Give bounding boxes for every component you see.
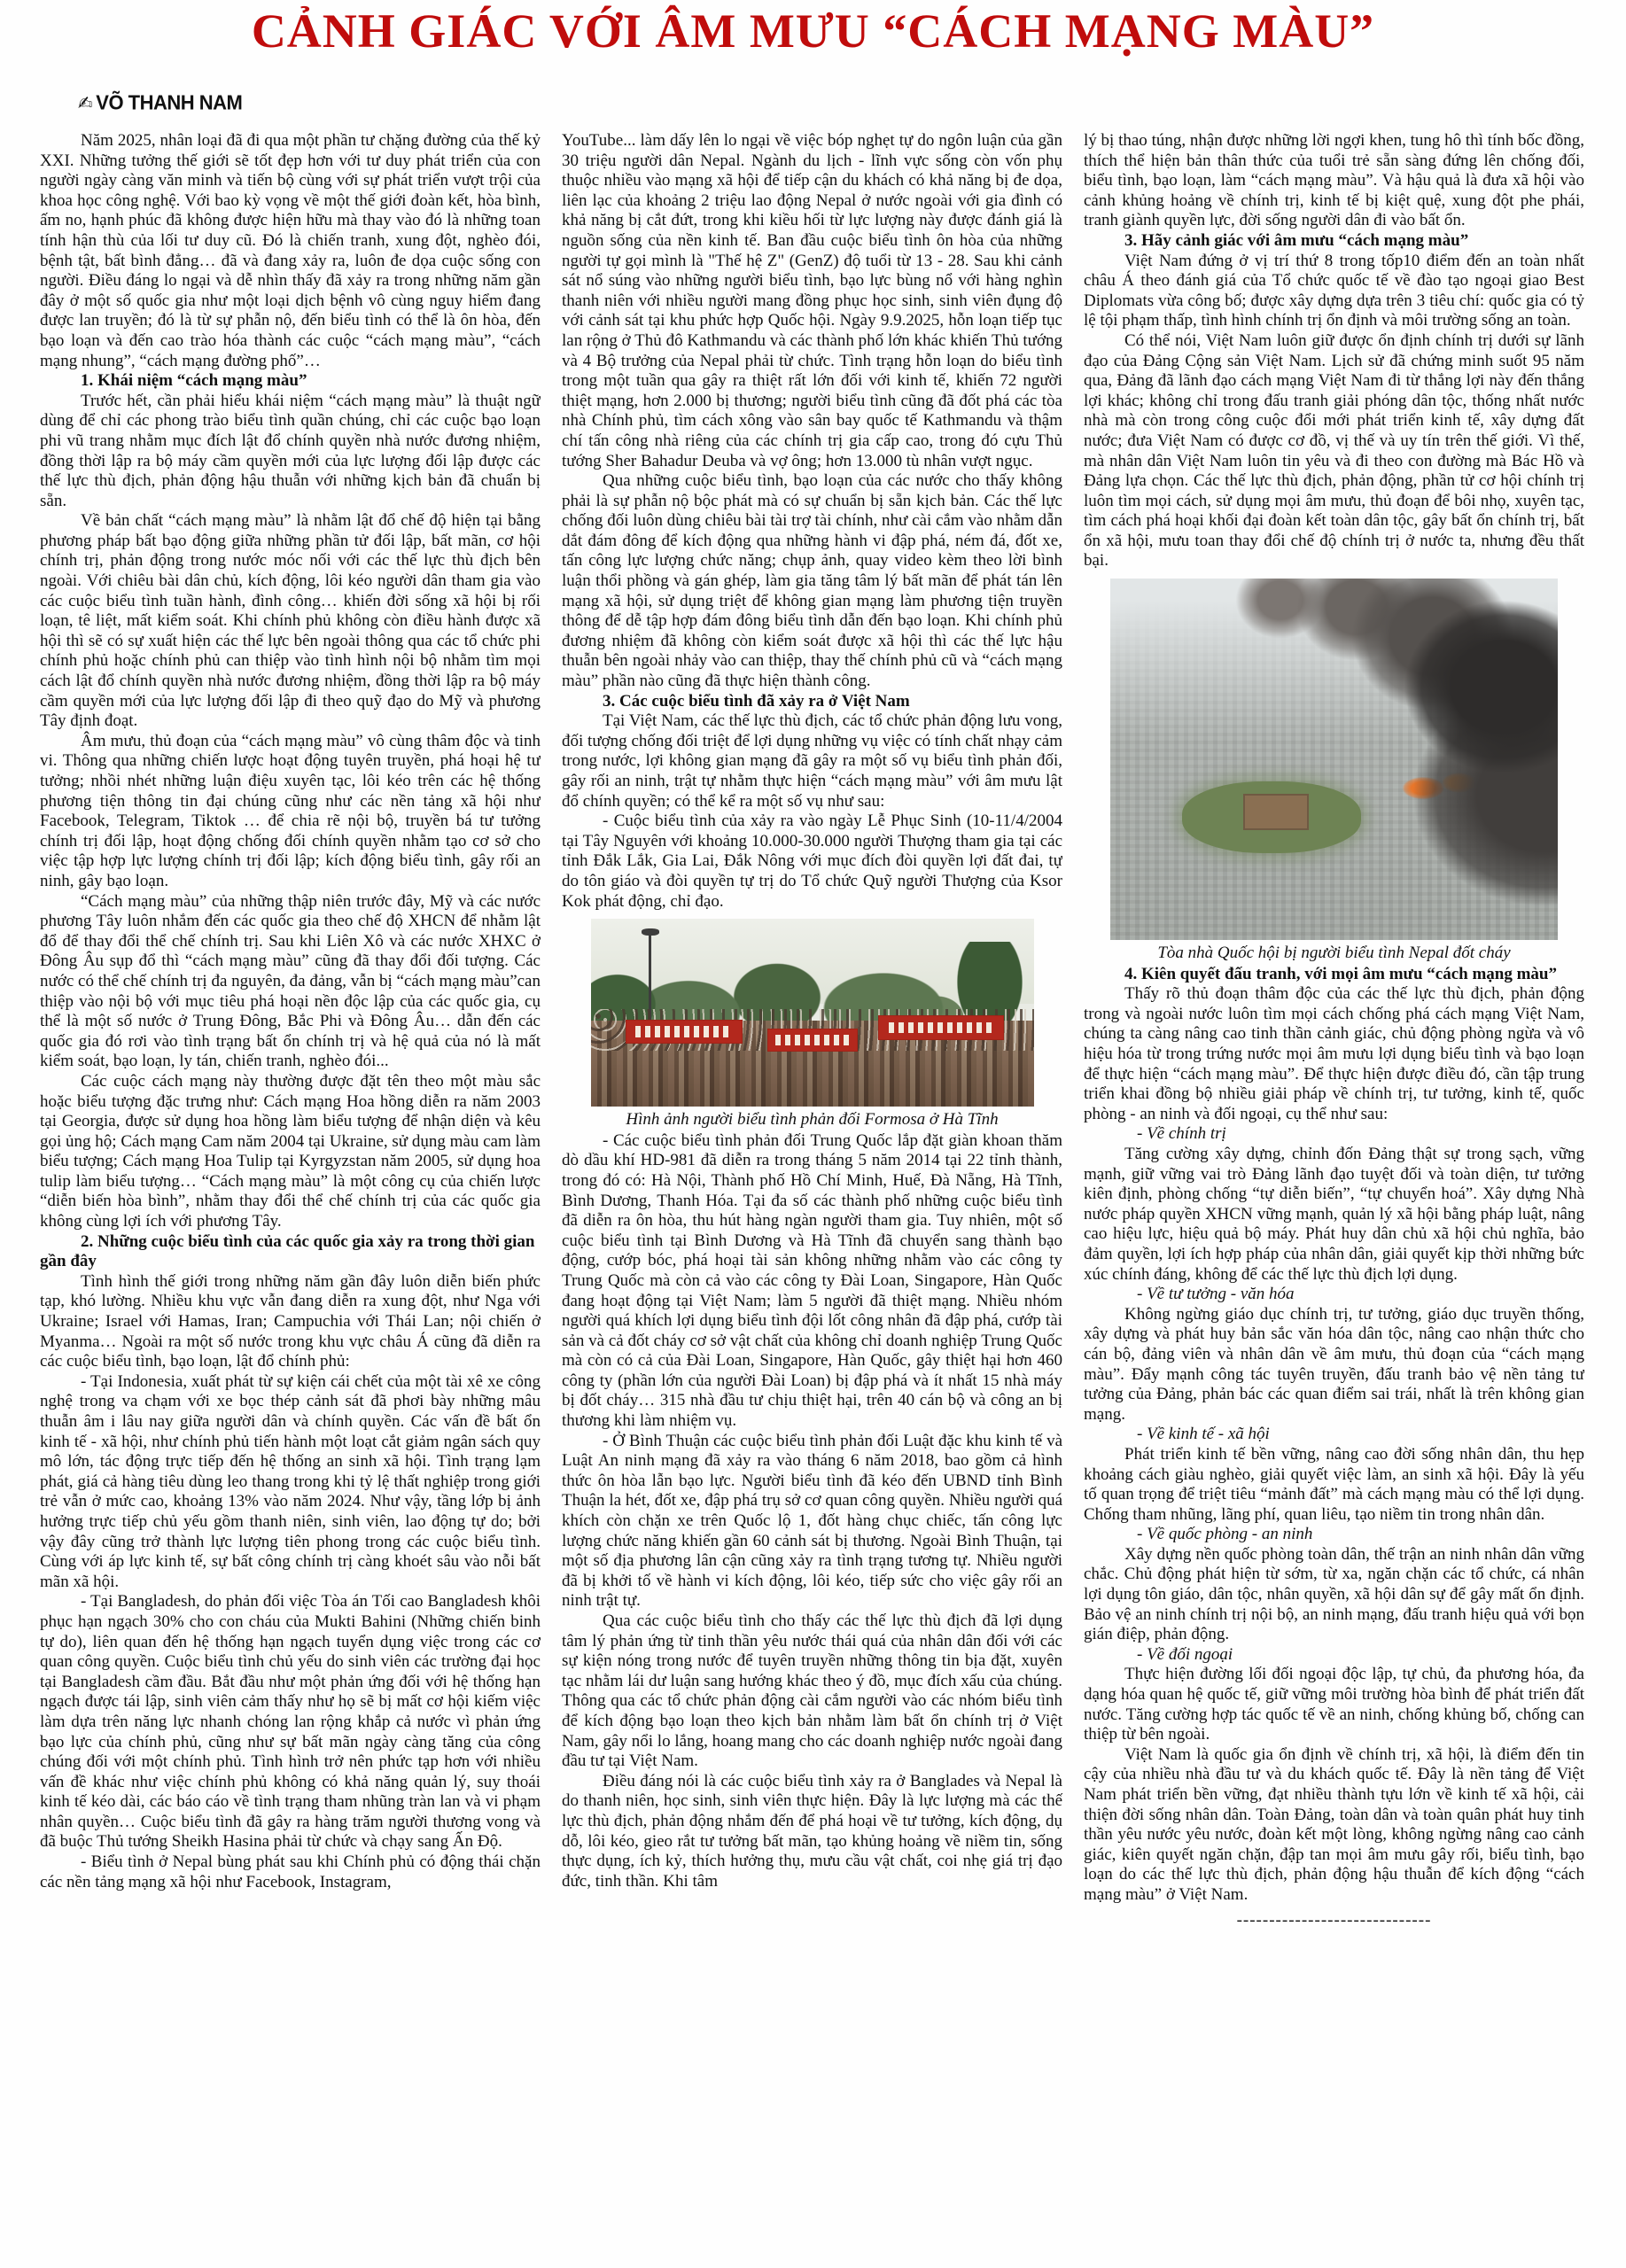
paragraph: Không ngừng giáo dục chính trị, tư tưởng, giáo dục truyền thống, xây dựng và phát huy bản sắc văn hóa dân tộc, nâng cao nhận thức cho cán bộ, đảng viên và nhân dân về âm mưu, thủ đoạn của “cách mạng màu”. Đẩy mạnh công tác tuyên truyền, đấu tranh bảo vệ nền tảng tư tưởng của Đảng, phản bác các quan điểm sai trái, nhất là trên không gian mạng. [1084,1304,1584,1424]
paragraph: Năm 2025, nhân loại đã đi qua một phần tư chặng đường của thế kỷ XXI. Những tưởng thế giới sẽ tốt đẹp hơn với tư duy phát triển của con người ngày càng văn minh và tiến bộ cùng với sự phát triển vượt trội của khoa học công nghệ. Với bao kỳ vọng về một thế giới đoàn kết, hòa bình, ấm no, hạnh phúc đã không được hiện hữu mà thay vào đó là những toan tính hận thù của lối tư duy cũ. Đó là chiến tranh, xung đột, nghèo đói, bệnh tật, bất bình đẳng… đã và đang xảy ra, luôn đe dọa cuộc sống con người. Điều đáng lo ngại và dễ nhìn thấy đã xảy ra trong những năm gần đây ở một số quốc gia như một loại dịch bệnh vô cùng nguy hiểm đang được lan truyền; đó là từ sự phẫn nộ, đến biểu tình có thể là ôn hòa, đến bạo loạn và đến cao trào hóa thành các cuộc “cách mạng màu”, “cách mạng nhung”, “cách mạng đường phố”… [40,131,541,370]
paragraph: Âm mưu, thủ đoạn của “cách mạng màu” vô cùng thâm độc và tinh vi. Thông qua những chiến lược hoạt động tuyên truyền, phá hoại hệ tư tưởng; nhồi nhét những luận điệu xuyên tạc, lôi kéo trên các hệ thống phương tiện thông tin đại chúng cũng như các nền tảng xã hội như Facebook, Telegram, Tiktok … để chia rẽ nội bộ, truyền bá tư tưởng chính trị đối lập, hoạt động chống đối chính quyền nhằm tạo cơ sở cho việc tập hợp lực lượng chính trị đối lập; kích động biểu tình, gây rối an ninh, gây bạo loạn. [40,731,541,890]
paragraph: Tăng cường xây dựng, chỉnh đốn Đảng thật sự trong sạch, vững mạnh, giữ vững vai trò Đảng lãnh đạo tuyệt đối và toàn diện, tư tưởng kiên định, phòng chống “tự diễn biến”, “tự chuyển hoá”. Xây dựng Nhà nước pháp quyền XHCN vững mạnh, quản lý xã hội bằng pháp luật, nâng cao hiệu lực, hiệu quả bộ máy. Phát huy dân chủ xã hội chủ nghĩa, bảo đảm quyền, lợi ích hợp pháp của nhân dân, giải quyết kịp thời những bức xúc chính đáng, không để các thế lực thù địch lợi dụng. [1084,1145,1584,1284]
photo-red-banner [879,1016,1003,1038]
paragraph: Trước hết, cần phải hiểu khái niệm “cách mạng màu” là thuật ngữ dùng để chỉ các phong trào biểu tình quần chúng, chỉ các cuộc bạo loạn phi vũ trang nhằm mục đích lật đổ chính quyền nhà nước đương nhiệm, đồng thời lập ra bộ máy cầm quyền mới của lực lượng đối lập được các thế lực thù địch, phản động hậu thuẫn với những kịch bản đã chuẩn bị sẵn. [40,391,541,510]
photo-caption: Hình ảnh người biểu tình phản đối Formosa ở Hà Tĩnh [626,1110,999,1130]
paragraph: Phát triển kinh tế bền vững, nâng cao đời sống nhân dân, thu hẹp khoảng cách giàu nghèo, giải quyết việc làm, an sinh xã hội. Đây là yếu tố quan trọng để triệt tiêu “mảnh đất” mà cách mạng màu có thể lợi dụng. Chống tham nhũng, lãng phí, quan liêu, tạo niềm tin trong nhân dân. [1084,1444,1584,1524]
section-heading: 3. Hãy cảnh giác với âm mưu “cách mạng màu” [1124,230,1469,250]
photo-smoke-plume [1110,579,1558,940]
paragraph: “Cách mạng màu” của những thập niên trước đây, Mỹ và các nước phương Tây luôn nhắm đến các quốc gia theo chế độ XHCN để nhằm lật đổ để thay đổi thể chế chính trị. Sau khi Liên Xô và các nước XHXC ở Đông Âu sụp đổ thì “cách mạng màu” cũng đã thay đổi đối tượng. Các nước có thể chế chính trị đa nguyên, đa đảng, vẫn bị “cách mạng màu”can thiệp vào nội bộ với mục tiêu phá hoại nền độc lập của các quốc gia, cụ thể là một số nước ở Trung Đông, Bắc Phi và Đông Âu… dẫn đến các quốc gia đó rơi vào tình trạng bất ổn chính trị và hệ quả của nó là mất kiểm soát, bạo loạn, ly tán, chiến tranh, nghèo đói... [40,891,541,1071]
end-separator: ------------------------------ [1236,1910,1432,1930]
section-heading: 3. Các cuộc biểu tình đã xảy ra ở Việt Nam [603,691,910,711]
photo-red-banner [626,1021,742,1043]
subsection-heading: - Về chính trị [1137,1124,1226,1144]
paragraph: - Ở Bình Thuận các cuộc biểu tình phản đối Luật đặc khu kinh tế và Luật An ninh mạng đã xảy ra vào tháng 6 năm 2018, bao gồm cả hình thức ôn hòa lẫn bạo lực. Người biểu tình đã kéo đến UBND tỉnh Bình Thuận la hét, đốt xe, đập phá trụ sở cơ quan công quyền. Nhiều người quá khích còn chặn xe trên Quốc lộ 1, đốt hàng chục chiếc, tấn công lực lượng chức năng khiến gần 60 cảnh sát bị thương. Ngoài Bình Thuận, tại một số địa phương lân cận cũng xảy ra tình trạng tương tự. Nhiều người đã bị khởi tố về hành vi kích động, lôi kéo, tiếp sức cho việc gây rối an ninh trật tự. [562,1431,1062,1611]
paragraph: - Các cuộc biểu tình phản đối Trung Quốc lắp đặt giàn khoan thăm dò dầu khí HD-981 đã diễn ra trong tháng 5 năm 2014 tại 22 tỉnh thành, trong đó có: Hà Nội, Thành phố Hồ Chí Minh, Huế, Đà Nẵng, Hà Tĩnh, Bình Dương, Thanh Hóa. Tại đa số các thành phố những cuộc biểu tình đã diễn ra ôn hòa, thu hút hàng ngàn người tham gia. Tuy nhiên, một số cuộc biểu tình tại Bình Dương và Hà Tĩnh đã chuyển sang thành bạo động, cướp bóc, phá hoại tài sản không những nhằm vào các công ty Trung Quốc mà còn cả vào các công ty Đài Loan, Singapore, Hàn Quốc đang hoạt động tại Việt Nam; làm 5 người đã thiệt mạng. Nhiều nhóm người quá khích lợi dụng biểu tình đội lốt công nhân đã đập phá, cướp tài sản và cả đốt cháy cơ sở vật chất của không chỉ doanh nghiệp Trung Quốc mà còn có cả của Đài Loan, Singapore, Hàn Quốc, gây thiệt hại hơn 460 công ty (phần lớn của người Đài Loan) bị đập phá và ít nhất 15 nhà máy bị đốt cháy… 315 nhà đầu tư chịu thiệt hại, trên 40 cán bộ và công an bị thương khi làm nhiệm vụ. [562,1130,1062,1431]
paragraph: Qua những cuộc biểu tình, bạo loạn của các nước cho thấy không phải là sự phẫn nộ bộc phát mà có sự chuẩn bị sẵn kịch bản. Các thế lực chống đối luôn dùng chiêu bài tài trợ tài chính, như cài cắm vào nhằm dẫn dắt đám đông để kích động qua những hành vi đập phá, ném đá, đốt xe, tấn công lực lượng chức năng; chụp ảnh, quay video kèm theo lời bình luận thổi phồng và gán ghép, làm gia tăng tâm lý bất mãn để phát tán lên mạng xã hội, sử dụng triệt để không gian mạng làm phương tiện truyền thông để dễ tập hợp đám đông biểu tình dẫn đến bạo loạn. Khi chính phủ đương nhiệm đã không còn kiểm soát được xã hội thì các thế lực hậu thuẫn bên ngoài nhảy vào can thiệp, thay thế chính phủ cũ và “cách mạng màu” phần nào cũng đã thực hiện thành công. [562,471,1062,691]
paragraph: Các cuộc cách mạng này thường được đặt tên theo một màu sắc hoặc biểu tượng đặc trưng như: Cách mạng Hoa hồng diễn ra năm 2003 tại Georgia, được sử dụng hoa hồng làm biểu tượng để nhận diện và kêu gọi ủng hộ; Cách mạng Cam năm 2004 tại Ukraine, sử dụng màu cam làm biểu tượng; Cách mạng Hoa Tulip tại Kyrgyzstan năm 2005, sử dụng hoa tulip làm biểu tượng… “Cách mạng màu” là một công cụ của chiến lược “diễn biến hòa bình”, nhằm thay đổi thể chế chính trị của các quốc gia không cùng lợi ích với phương Tây. [40,1071,541,1231]
paragraph: Tình hình thế giới trong những năm gần đây luôn diễn biến phức tạp, khó lường. Nhiều khu vực vẫn đang diễn ra xung đột, như Nga với Ukraine; Israel với Hamas, Iran; Campuchia với Thái Lan; nội chiến ở Myanma… Ngoài ra một số nước trong khu vực châu Á cũng đã diễn ra các cuộc biểu tình, bạo loạn, lật đổ chính phủ: [40,1271,541,1371]
section-heading: 4. Kiên quyết đấu tranh, với mọi âm mưu “cách mạng màu” [1124,964,1557,983]
column-2 [562,131,1062,2250]
paragraph: Điều đáng nói là các cuộc biểu tình xảy ra ở Banglades và Nepal là do thanh niên, học sinh, sinh viên thực hiện. Đây là lực lượng mà các thế lực thù địch, phản động nhắm đến để phá hoại về tư tưởng, kích động, dụ dỗ, lôi kéo, gieo rắt tư tưởng bất mãn, tạo khủng hoảng về niềm tin, sống thực dụng, ích kỷ, thích hưởng thụ, mưu cầu vật chất, coi nhẹ giá trị đạo đức, tinh thần. Khi tâm [562,1771,1062,1891]
paragraph: Tại Việt Nam, các thế lực thù địch, các tổ chức phản động lưu vong, đối tượng chống đối triệt để lợi dụng những vụ việc có tính chất nhạy cảm trong nước, lợi không gian mạng đã gây ra một số vụ biểu tình phản đối, gây rối an ninh, trật tự nhằm thực hiện “cách mạng màu” với âm mưu lật đổ chính quyền; có thể kể ra một số vụ như sau: [562,711,1062,811]
paragraph: - Cuộc biểu tình của xảy ra vào ngày Lễ Phục Sinh (10-11/4/2004 tại Tây Nguyên với khoảng 10.000-30.000 người Thượng tham gia tại các tỉnh Đắk Lắk, Gia Lai, Đắk Nông với mục đích đòi quyền lợi đất đai, tự do tôn giáo và đòi quyền tự trị do Tổ chức Quỹ người Thượng của Ksor Kok phát động, chỉ đạo. [562,812,1062,911]
section-heading: 2. Những cuộc biểu tình của các quốc gia xảy ra trong thời gian gần đây [40,1231,535,1271]
pen-icon: ✍ [78,93,93,114]
paragraph: Việt Nam là quốc gia ổn định về chính trị, xã hội, là điểm đến tin cậy của nhiều nhà đầu tư và du khách quốc tế. Đây là nền tảng để Việt Nam phát triển bền vững, đạt nhiều thành tựu lớn về kinh tế xã hội, cải thiện đời sống nhân dân. Toàn Đảng, toàn dân và toàn quân phát huy tinh thần yêu nước yêu nước, đoàn kết một lòng, không ngừng nâng cao cảnh giác, kiên quyết ngăn chặn, đập tan mọi âm mưu gây rối, biểu tình, bạo loạn do các thế lực thù địch, phản động hậu thuẫn để kích động “cách mạng màu” ở Việt Nam. [1084,1744,1584,1904]
paragraph: Việt Nam đứng ở vị trí thứ 8 trong tốp10 điểm đến an toàn nhất châu Á theo đánh giá của Tổ chức quốc tế về đào tạo ngoại giao Best Diplomats vừa công bố; được xây dựng dựa trên 3 tiêu chí: quốc gia có tỷ lệ tội phạm thấp, tình hình chính trị ổn định và môi trường sống an toàn. [1084,251,1584,330]
section-heading: 1. Khái niệm “cách mạng màu” [81,371,307,391]
column-1 [40,131,541,2250]
subsection-heading: - Về quốc phòng - an ninh [1137,1525,1313,1544]
paragraph: YouTube... làm dấy lên lo ngại về việc bóp nghẹt tự do ngôn luận của gần 30 triệu người dân Nepal. Ngành du lịch - lĩnh vực sống còn vốn phụ thuộc nhiều vào mạng xã hội để tiếp cận du khách có khả năng bị đe dọa, liên lạc của khoảng 2 triệu lao động Nepal ở nước ngoài với gia đình có khả năng bị cắt đứt, trong khi kiều hối từ lực lượng này được đánh giá là nguồn sống của nền kinh tế. Ban đầu cuộc biểu tình ôn hòa của những người tự gọi mình là "Thế hệ Z" (GenZ) độ tuổi từ 13 - 28. Sau khi cảnh sát nổ súng vào những người biểu tình, bạo lực bùng nổ với hàng nghìn thanh niên với nhiều người mang đồng phục học sinh, sinh viên đụng độ với cảnh sát tại khu phức hợp Quốc hội. Ngày 9.9.2025, hỗn loạn tiếp tục lan rộng ở Thủ đô Kathmandu và các thành phố lớn khác khiến Thủ tướng và 4 Bộ trưởng của Nepal phải từ chức. Tình trạng hỗn loạn do biểu tình trong một tuần qua gây ra thiệt rất lớn đối với kinh tế, khiến 72 người thiệt mạng, hơn 2.000 bị thương; người biểu tình cũng đã đốt phá các tòa nhà Chính phủ, tìm cách xông vào sân bay quốc tế Kathmandu và thậm chí tấn công nhà riêng của các chính trị gia cấp cao, trong đó cựu Thủ tướng Sher Bahadur Deuba và vợ ông; hơn 13.000 tù nhân vượt ngục. [562,131,1062,470]
subsection-heading: - Về tư tưởng - văn hóa [1137,1285,1295,1304]
paragraph: Thấy rõ thủ đoạn thâm độc của các thế lực thù địch, phản động trong và ngoài nước luôn tìm mọi cách chống phá cách mạng Việt Nam, chúng ta càng nâng cao tinh thần cảnh giác, chủ động phòng ngừa và vô hiệu hóa từ trong trứng nước mọi âm mưu lợi dụng biểu tình và bạo loạn để thực hiện “cách mạng màu”. Để thực hiện được điều đó, cần tập trung triển khai đồng bộ nhiều giải pháp về chính trị, tư tưởng, kinh tế, quốc phòng - an ninh và đối ngoại, cụ thể như sau: [1084,984,1584,1123]
subsection-heading: - Về kinh tế - xã hội [1137,1425,1270,1444]
paragraph: Thực hiện đường lối đối ngoại độc lập, tự chủ, đa phương hóa, đa dạng hóa quan hệ quốc tế, giữ vững môi trường hòa bình để phát triển đất nước. Tăng cường hợp tác quốc tế về an ninh, chống khủng bố, chống can thiệp từ bên ngoài. [1084,1665,1584,1744]
article-title: CẢNH GIÁC VỚI ÂM MƯU “CÁCH MẠNG MÀU” [251,4,1375,58]
paragraph: Có thể nói, Việt Nam luôn giữ được ổn định chính trị dưới sự lãnh đạo của Đảng Cộng sản Việt Nam. Lịch sử đã chứng minh suốt 95 năm qua, Đảng đã lãnh đạo cách mạng Việt Nam đi từ thắng lợi này đến thắng lợi khác; không chỉ trong đấu tranh giải phóng dân tộc, thống nhất nước nhà mà còn trong công cuộc đổi mới phát triển kinh tế, xây dựng đất nước; đưa Việt Nam có được cơ đồ, vị thế và uy tín trên thế giới. Vì thế, mà nhân dân Việt Nam luôn tin yêu và đi theo con đường mà Bác Hồ và Đảng lựa chọn. Các thế lực thù địch, phản động, phần tử cơ hội chính trị luôn tìm mọi cách, sử dụng mọi âm mưu, thủ đoạn để bôi nhọ, xuyên tạc, tìm cách phá hoại khối đại đoàn kết toàn dân tộc, gây bất ổn chính trị, bất ổn xã hội, mưu toan thay đổi chế độ chính trị ở nước ta, nhưng đều thất bại. [1084,330,1584,571]
paragraph: lý bị thao túng, nhận được những lời ngợi khen, tung hô thì tính bốc đồng, thích thể hiện bản thân thức của tuổi trẻ sẵn sàng đứng lên chống đối, biểu tình, bạo loạn, làm “cách mạng màu”. Và hậu quả là đưa xã hội vào cảnh khủng hoảng về chính trị, kinh tế bị kiệt quệ, xung đột phe phái, tranh giành quyền lực, đời sống người dân đi vào bất ổn. [1084,131,1584,230]
subsection-heading: - Về đối ngoại [1137,1644,1233,1664]
photo-red-banner [768,1029,857,1050]
photo-caption: Tòa nhà Quốc hội bị người biểu tình Nepal đốt cháy [1157,944,1511,963]
paragraph: Qua các cuộc biểu tình cho thấy các thế lực thù địch đã lợi dụng tâm lý phản ứng từ tinh thần yêu nước thái quá của nhân dân đối với các sự kiện nóng trong nước để tuyên truyền những thông tin bịa đặt, xuyên tạc nhằm lái dư luận sang hướng khác theo ý đồ, mục đích xấu của chúng. Thông qua các tổ chức phản động cài cắm người vào các nhóm biểu tình để kích động bạo loạn theo kịch bản nhằm làm bất ổn chính trị ở Việt Nam, gây nổi lo lắng, hoang mang cho các doanh nghiệp nước ngoài đang đầu tư tại Việt Nam. [562,1612,1062,1771]
burning-parliament-photo [1110,579,1558,940]
article-columns [40,131,1586,2250]
byline [78,91,1626,115]
column-3 [1084,131,1584,2250]
paragraph: Xây dựng nền quốc phòng toàn dân, thế trận an ninh nhân dân vững chắc. Chủ động phát hiện từ sớm, từ xa, ngăn chặn các tổ chức, cá nhân lợi dụng tôn giáo, dân tộc, nhân quyền, xã hội dân sự để gây mất ổn định. Bảo vệ an ninh chính trị nội bộ, an ninh mạng, đấu tranh hiệu quả với bọn gián điệp, phản động. [1084,1544,1584,1644]
byline-author: VÕ THANH NAM [96,90,243,114]
paragraph: - Tại Bangladesh, do phản đối việc Tòa án Tối cao Bangladesh khôi phục hạn ngạch 30% cho con cháu của Mukti Bahini (Những chiến binh tự do), liên quan đến hệ thống hạn ngạch tuyển dụng việc trong các cơ quan công quyền. Cuộc biểu tình chủ yếu do sinh viên các trường đại học tại Bangladesh cầm đầu. Bắt đầu như một phản ứng đối với hệ thống hạn ngạch được tái lập, sinh viên cảm thấy như họ sẽ bị mất cơ hội kiếm việc làm dựa trên năng lực nhanh chóng lan rộng khắp cả nước vì phản ứng bạo lực của chính phủ, cũng như sự bất mãn ngày càng tăng của công chúng đối với một chính phủ. Tình hình trở nên phức tạp hơn với nhiều vấn đề khác như việc chính phủ không có khả năng quản lý, suy thoái kinh tế kéo dài, các báo cáo về tình trạng tham nhũng tràn lan và vi phạm nhân quyền… Cuộc biểu tình đã gây ra hàng trăm người thương vong và đã buộc Thủ tướng Sheikh Hasina phải từ chức và chạy sang Ấn Độ. [40,1592,541,1852]
paragraph: Về bản chất “cách mạng màu” là nhằm lật đổ chế độ hiện tại bằng phương pháp bất bạo động giữa những phần tử đối lập, bất mãn, cơ hội chính trị, phản động trong nước móc nối với các thế lực thù địch bên ngoài. Với chiêu bài dân chủ, kích động, lôi kéo người dân tham gia vào các cuộc biểu tình tuần hành, đình công… khiến đời sống xã hội bị rối loạn, tê liệt, mất kiểm soát. Khi chính phủ không còn điều hành được xã hội thì sẽ có sự xuất hiện các thế lực bên ngoài thông qua các tổ chức phi chính phủ hoặc chính phủ can thiệp vào tình hình nội bộ nhằm tìm mọi cách lật đổ chính quyền nhà nước đương nhiệm, đồng thời lập ra bộ máy cầm quyền mới của lực lượng đối lập đi theo quỹ đạo do Mỹ và phương Tây định đoạt. [40,511,541,731]
paragraph: - Tại Indonesia, xuất phát từ sự kiện cái chết của một tài xê xe công nghệ trong va chạm với xe bọc thép cảnh sát đã phơi bày những mâu thuẫn âm i lâu nay giữa người dân và chính quyền. Các vấn đề bất ổn kinh tế - xã hội, như chính phủ tiến hành một loạt cắt giảm ngân sách quy mô lớn, tác động trực tiếp đến hệ thống an sinh xã hội. Tình trạng lạm phát, giá cả hàng tiêu dùng leo thang trong khi tỷ lệ thất nghiệp trong giới trẻ vẫn ở mức cao, khoảng 13% vào năm 2024. Như vậy, tầng lớp bị ảnh hưởng trực tiếp chủ yếu gồm thanh niên, sinh viên, lao động tự do; bởi vậy đây cũng trở thành lực lượng tiên phong trong các cuộc biểu tình. Cùng với áp lực kinh tế, sự bất công chính trị càng khoét sâu vào nỗi bất mãn xã hội. [40,1371,541,1591]
paragraph: - Biểu tình ở Nepal bùng phát sau khi Chính phủ có động thái chặn các nền tảng mạng xã hội như Facebook, Instagram, [40,1852,541,1891]
protest-crowd-photo [591,919,1034,1107]
